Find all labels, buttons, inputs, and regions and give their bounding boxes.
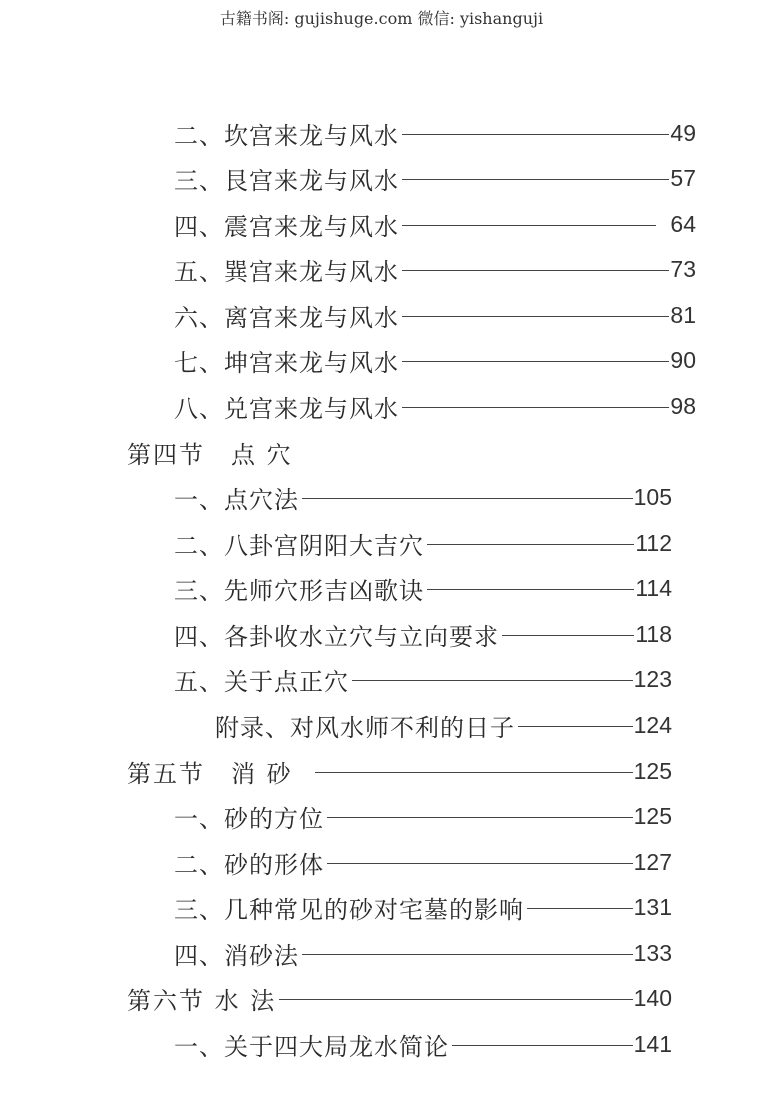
- leader-line: [402, 361, 669, 362]
- leader-line: [402, 179, 669, 180]
- toc-entry-page: 98: [670, 392, 696, 419]
- leader-line: [279, 999, 632, 1000]
- toc-entry-title: 四、消砂法: [174, 941, 299, 970]
- leader-line: [402, 407, 669, 408]
- toc-entry-page: 124: [633, 711, 672, 738]
- leader-line: [352, 680, 633, 681]
- toc-entry-title: 附录、对风水师不利的日子: [215, 713, 515, 742]
- toc-section-title: 第五节 消 砂: [127, 759, 293, 788]
- leader-line: [302, 498, 633, 499]
- toc-entry: [174, 249, 696, 289]
- toc-entry-title: 三、先师穴形吉凶歌诀: [174, 576, 424, 605]
- toc-entry: [174, 842, 672, 882]
- toc-entry: [174, 796, 672, 836]
- leader-line: [452, 1045, 633, 1046]
- toc-entry-page: 114: [635, 574, 672, 601]
- toc-entry-title: 五、巽宫来龙与风水: [174, 257, 399, 286]
- toc-entry: [174, 568, 672, 608]
- toc-appendix-entry: [215, 705, 672, 745]
- toc-section-heading: [127, 978, 672, 1018]
- toc-entry: [174, 340, 696, 380]
- toc-entry: [174, 1024, 672, 1064]
- leader-line: [302, 954, 633, 955]
- toc-entry: [174, 204, 696, 244]
- toc-section-heading: [127, 432, 427, 472]
- toc-entry-title: 三、艮宫来龙与风水: [174, 166, 399, 195]
- toc-entry-title: 四、各卦收水立穴与立向要求: [174, 622, 499, 651]
- toc-entry-page: 131: [633, 893, 672, 920]
- toc-entry-title: 五、关于点正穴: [174, 667, 349, 696]
- toc-entry: [174, 614, 672, 654]
- toc-entry: [174, 523, 672, 563]
- leader-line: [427, 544, 634, 545]
- toc-entry-page: 125: [633, 802, 672, 829]
- toc-entry: [174, 158, 696, 198]
- leader-line: [518, 726, 633, 727]
- toc-entry-page: 81: [670, 301, 696, 328]
- toc-entry: [174, 386, 696, 426]
- toc-entry: [174, 113, 696, 153]
- toc-entry: [174, 887, 672, 927]
- toc-entry-page: 118: [635, 620, 672, 647]
- toc-entry-page: 127: [633, 848, 672, 875]
- toc-entry-title: 一、砂的方位: [174, 804, 324, 833]
- toc-entry-page: 49: [670, 119, 696, 146]
- toc-section-heading: [127, 751, 672, 791]
- toc-entry: [174, 659, 672, 699]
- toc-entry-page: 141: [633, 1030, 672, 1057]
- toc-entry-title: 二、坎宫来龙与风水: [174, 121, 399, 150]
- toc-entry: [174, 477, 672, 517]
- toc-entry-page: 105: [633, 483, 672, 510]
- toc-entry-page: 125: [633, 757, 672, 784]
- toc-entry-title: 八、兑宫来龙与风水: [174, 394, 399, 423]
- toc-entry-page: 123: [633, 665, 672, 692]
- toc-entry-page: 133: [633, 939, 672, 966]
- toc-entry-title: 二、砂的形体: [174, 850, 324, 879]
- toc-entry: [174, 933, 672, 973]
- toc-entry-page: 64: [670, 210, 696, 237]
- leader-line: [402, 225, 656, 226]
- toc-entry-title: 二、八卦宫阴阳大吉穴: [174, 531, 424, 560]
- toc-entry-title: 一、点穴法: [174, 485, 299, 514]
- toc-entry-title: 四、震宫来龙与风水: [174, 212, 399, 241]
- toc-entry-title: 一、关于四大局龙水简论: [174, 1032, 449, 1061]
- toc-section-title: 第六节 水 法: [127, 986, 277, 1015]
- toc-section-title: 第四节 点 穴: [127, 440, 293, 469]
- leader-line: [315, 772, 633, 773]
- toc-entry-page: 90: [670, 346, 696, 373]
- leader-line: [427, 589, 634, 590]
- leader-line: [327, 817, 633, 818]
- leader-line: [402, 270, 669, 271]
- toc-entry: [174, 295, 696, 335]
- toc-entry-title: 三、几种常见的砂对宅墓的影响: [174, 895, 524, 924]
- toc-entry-title: 七、坤宫来龙与风水: [174, 348, 399, 377]
- leader-line: [402, 134, 669, 135]
- leader-line: [502, 635, 634, 636]
- leader-line: [402, 316, 669, 317]
- leader-line: [327, 863, 633, 864]
- page-header-watermark: 古籍书阁: gujishuge.com 微信: yishanguji: [219, 9, 544, 28]
- toc-entry-title: 六、离宫来龙与风水: [174, 303, 399, 332]
- leader-line: [527, 908, 633, 909]
- toc-entry-page: 112: [635, 529, 672, 556]
- toc-entry-page: 57: [670, 164, 696, 191]
- toc-entry-page: 73: [670, 255, 696, 282]
- toc-entry-page: 140: [633, 984, 672, 1011]
